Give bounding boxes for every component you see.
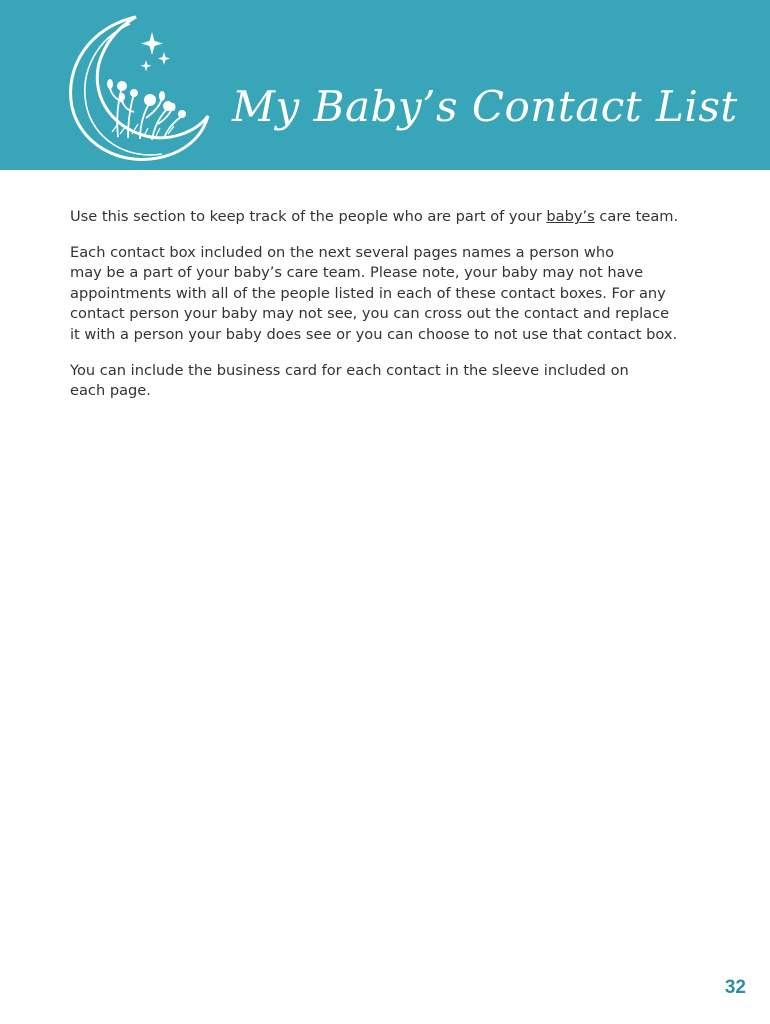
intro-text-before: Use this section to keep track of the people who are part of your	[70, 208, 547, 225]
paragraph-line: contact person your baby may not see, you can cross out the contact and replace	[70, 305, 670, 323]
page-body	[70, 207, 710, 417]
page-number: 32	[724, 977, 746, 998]
business-card-paragraph	[70, 361, 710, 402]
paragraph-line: each page.	[70, 382, 151, 400]
intro-paragraph	[70, 207, 710, 228]
paragraph-line: it with a person your baby does see or you can choose to not use that contact box.	[70, 325, 678, 343]
paragraph-line: appointments with all of the people listed in each of these contact boxes. For any	[70, 284, 666, 302]
paragraph-line: You can include the business card for each contact in the sleeve included on	[70, 361, 629, 379]
paragraph-line: may be a part of your baby’s care team. Please note, your baby may not have	[70, 264, 644, 282]
moon-flowers-stars-icon	[60, 12, 220, 167]
intro-text-after: care team.	[594, 208, 679, 225]
intro-underlined-word: baby’s	[546, 208, 595, 225]
paragraph-line: Each contact box included on the next several pages names a person who	[70, 243, 615, 261]
page-title: My Baby’s Contact List	[232, 82, 738, 131]
contact-box-paragraph	[70, 243, 710, 346]
page-header	[0, 0, 770, 170]
